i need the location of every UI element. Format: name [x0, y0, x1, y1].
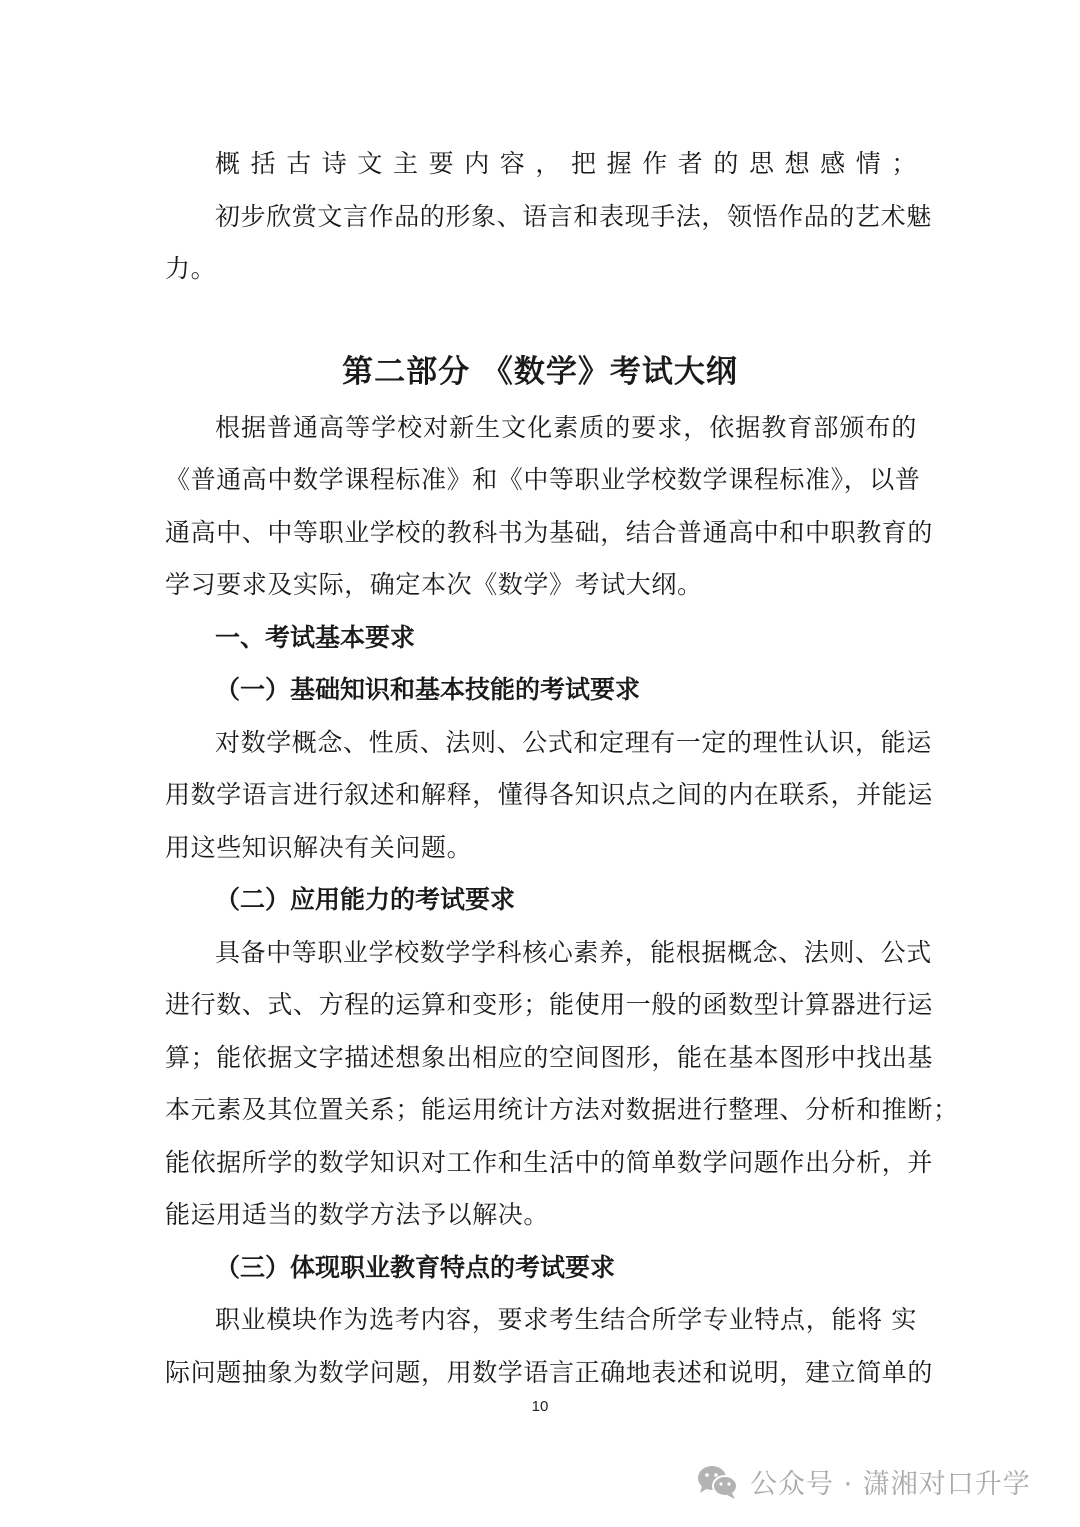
preface-line-4: 学习要求及实际，确定本次《数学》考试大纲。	[165, 570, 703, 599]
sub1-line-3: 用这些知识解决有关问题。	[165, 833, 473, 862]
sub2-line-1: 具备中等职业学校数学学科核心素养，能根据概念、法则、公式	[215, 938, 932, 967]
sub1-line-1: 对数学概念、性质、法则、公式和定理有一定的理性认识，能运	[215, 728, 932, 757]
subheading-3: （三）体现职业教育特点的考试要求	[215, 1253, 616, 1282]
sub1-line-2: 用数学语言进行叙述和解释，懂得各知识点之间的内在联系，并能运	[165, 780, 934, 809]
watermark	[696, 1462, 1031, 1501]
page-number: 10	[531, 1398, 549, 1415]
sub2-line-2: 进行数、式、方程的运算和变形；能使用一般的函数型计算器进行运	[165, 990, 934, 1019]
wechat-icon	[696, 1464, 740, 1500]
sub2-line-5: 能依据所学的数学知识对工作和生活中的简单数学问题作出分析，并	[165, 1148, 934, 1177]
sub3-line-1: 职业模块作为选考内容，要求考生结合所学专业特点，能将 实	[215, 1305, 917, 1334]
preface-line-1: 根据普通高等学校对新生文化素质的要求，依据教育部颁布的	[215, 413, 917, 442]
sub2-line-4: 本元素及其位置关系；能运用统计方法对数据进行整理、分析和推断；	[165, 1095, 959, 1124]
section-title: 第二部分 《数学》考试大纲	[342, 354, 738, 390]
intro-line-3: 力。	[165, 254, 217, 283]
heading-basic-requirements: 一、考试基本要求	[215, 623, 416, 652]
sub3-line-2: 际问题抽象为数学问题，用数学语言正确地表述和说明，建立简单的	[165, 1358, 934, 1387]
watermark-text: 公众号 · 潇湘对口升学	[750, 1469, 1031, 1500]
intro-line-1: 概括古诗文主要内容，把握作者的思想感情；	[215, 149, 917, 178]
subheading-1: （一）基础知识和基本技能的考试要求	[215, 675, 641, 704]
preface-line-2: 《普通高中数学课程标准》和《中等职业学校数学课程标准》，以普	[165, 465, 921, 494]
sub2-line-3: 算；能依据文字描述想象出相应的空间图形，能在基本图形中找出基	[165, 1043, 934, 1072]
intro-line-2: 初步欣赏文言作品的形象、语言和表现手法，领悟作品的艺术魅	[215, 202, 932, 231]
subheading-2: （二）应用能力的考试要求	[215, 885, 516, 914]
preface-line-3: 通高中、中等职业学校的教科书为基础，结合普通高中和中职教育的	[165, 518, 934, 547]
sub2-line-6: 能运用适当的数学方法予以解决。	[165, 1200, 550, 1229]
